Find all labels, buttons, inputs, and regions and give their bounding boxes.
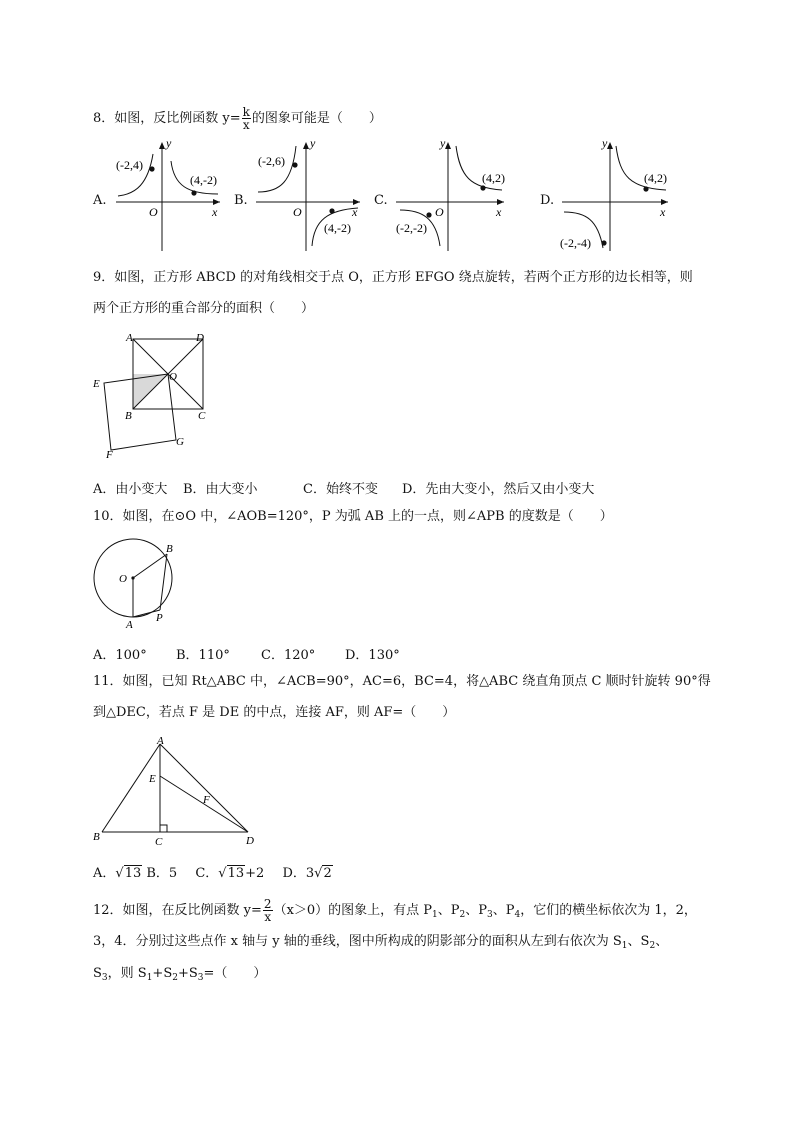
y-axis-label: y [310, 136, 316, 150]
q11-option-d: D．3√2 [282, 866, 332, 881]
point-dot [643, 186, 648, 191]
point-label: (-2,-2) [396, 221, 427, 235]
sqrt-symbol: √13 [218, 866, 245, 881]
label-p: P [156, 612, 163, 624]
q9-figure-squares [88, 330, 218, 460]
point-dot [480, 185, 485, 190]
point-label: (4,-2) [324, 221, 351, 235]
segment-ab [102, 744, 160, 832]
q10-option-b: B．110° [176, 648, 230, 663]
point-label: (4,-2) [190, 173, 217, 187]
segment-ob [133, 554, 167, 578]
label-f: F [203, 794, 210, 806]
fraction-2-over-x: $\frac{2}{x}$ [263, 897, 272, 924]
q9-stem-line2: 两个正方形的重合部分的面积（ ） [93, 301, 315, 316]
y-axis-arrow [159, 142, 165, 149]
q8-option-d-label: D. [540, 193, 555, 208]
point-dot [149, 166, 154, 171]
label-g: G [176, 436, 184, 448]
label-e: E [149, 773, 156, 785]
point-label: (-2,-4) [560, 236, 591, 250]
q11-options [93, 862, 333, 881]
q10-option-a: A．100° [93, 648, 147, 663]
origin-label: O [293, 205, 302, 219]
q8-option-b-label: B. [234, 193, 248, 208]
q12-stem-line2: 3，4．分别过这些点作 x 轴与 y 轴的垂线，图中所构成的阴影部分的面积从左到右依次为 $S_1$、$S_2$、 [93, 934, 669, 951]
x-axis-label: x [212, 205, 218, 219]
q11-option-c: C．√13+2 [195, 866, 265, 881]
q11-option-b: B．5 [146, 866, 178, 881]
q10-option-c: C．120° [261, 648, 316, 663]
point-dot [292, 162, 297, 167]
q12-stem-line1: 12．如图，在反比例函数 y= $\frac{2}{x}$ （x＞0）的图象上，有点 $P_1$、$P_2$、$P_3$、$P_4$，它们的横坐标依次为 1，2， [93, 897, 697, 924]
q8-option-a-label: A. [93, 193, 107, 208]
q10-stem: 10．如图，在⊙O 中，∠AOB=120°，P 为弧 AB 上的一点，则∠APB 的度数是（ ） [93, 509, 613, 524]
label-c: C [155, 836, 163, 848]
x-axis-label: x [496, 205, 502, 219]
q10-figure-circle [88, 538, 188, 630]
q11-stem-line1: 11．如图，已知 Rt△ABC 中，∠ACB=90°，AC=6，BC=4，将△ABC 绕直角顶点 C 顺时针旋转 90°得 [93, 674, 711, 689]
label-a: A [157, 735, 164, 747]
label-a: A [126, 332, 133, 344]
label-b: B [93, 831, 100, 843]
q12-stem-line3: $S_3$，则 $S_1+S_2+S_3=$（ ） [93, 966, 267, 983]
fraction-k-over-x: $\frac{k}{x}$ [242, 105, 250, 132]
q8-graph-b [250, 136, 372, 254]
q8-option-c-label: C. [374, 193, 388, 208]
point-label: (4,2) [644, 171, 667, 185]
sqrt-symbol: √13 [115, 866, 142, 881]
label-e: E [93, 378, 100, 390]
origin-label: O [149, 205, 158, 219]
right-angle-mark [160, 825, 167, 832]
label-c: C [198, 410, 206, 422]
y-axis-arrow [607, 142, 613, 149]
label-a: A [126, 619, 133, 630]
q8-graph-d [556, 136, 680, 254]
y-axis-label: y [440, 136, 446, 150]
q8-graph-c [390, 136, 514, 254]
q8-stem: 8．如图，反比例函数 y= $\frac{k}{x}$ 的图象可能是（ ） [93, 105, 382, 132]
label-d: D [196, 332, 204, 344]
sqrt-symbol: √2 [314, 866, 332, 881]
q9-stem-line1: 9．如图，正方形 ABCD 的对角线相交于点 O，正方形 EFGO 绕点旋转，若两个正方形的边长相等，则 [93, 270, 693, 285]
q10-option-d: D．130° [345, 648, 400, 663]
label-f: F [106, 449, 113, 460]
point-label: (-2,6) [258, 154, 285, 168]
q9-option-c: C．始终不变 [303, 482, 378, 497]
label-o: O [169, 371, 177, 383]
label-b: B [125, 410, 132, 422]
segment-ad [160, 744, 248, 832]
hyperbola-branch-upper-left [258, 146, 296, 192]
point-label: (-2,4) [116, 158, 143, 172]
q11-option-a: A．√13 [93, 866, 142, 881]
point-dot [426, 212, 431, 217]
q8-graph-a [108, 136, 230, 254]
origin-label: O [435, 205, 444, 219]
point-dot [191, 190, 196, 195]
y-axis-arrow [303, 142, 309, 149]
q11-figure-triangles [88, 734, 268, 852]
y-axis-label: y [166, 136, 172, 150]
q9-option-d: D．先由大变小，然后又由小变大 [402, 482, 595, 497]
point-label: (4,2) [482, 171, 505, 185]
y-axis-label: y [602, 136, 608, 150]
point-dot [329, 208, 334, 213]
label-o: O [119, 573, 127, 585]
q11-stem-line2: 到△DEC，若点 F 是 DE 的中点，连接 AF，则 AF=（ ） [93, 705, 456, 720]
label-b: B [166, 543, 173, 555]
label-d: D [246, 835, 254, 847]
q9-option-b: B．由大变小 [183, 482, 258, 497]
x-axis-label: x [660, 205, 666, 219]
x-axis-label: x [352, 205, 358, 219]
q9-option-a: A．由小变大 [93, 482, 168, 497]
point-dot [601, 240, 606, 245]
y-axis-arrow [445, 142, 451, 149]
center-dot [131, 576, 134, 579]
